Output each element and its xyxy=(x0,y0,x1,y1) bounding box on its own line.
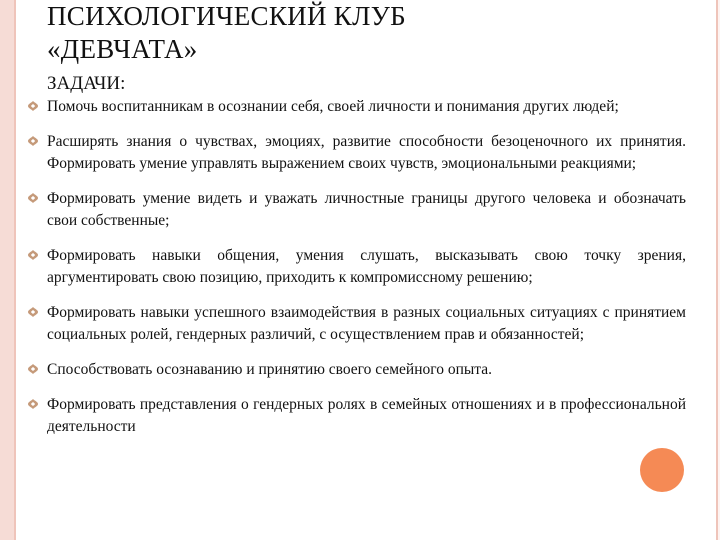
task-text-2: Расширять знания о чувствах, эмоциях, развитие способности безоценочного их принятия. Формировать умение управлять выражением своих чувств, эмоциональными реакциями; xyxy=(47,133,686,172)
task-item-5 xyxy=(26,302,686,346)
fleuron-bullet-icon xyxy=(27,249,39,261)
task-item-4 xyxy=(26,245,686,289)
fleuron-bullet-icon xyxy=(27,306,39,318)
task-item-7 xyxy=(26,394,686,438)
task-item-2 xyxy=(26,131,686,175)
orange-circle-decoration xyxy=(640,448,684,492)
task-item-6 xyxy=(26,359,686,381)
task-list xyxy=(26,96,686,438)
task-text-5: Формировать навыки успешного взаимодействия в разных социальных ситуациях с принятием социальных ролей, гендерных различий, с осуществлением прав и обязанностей; xyxy=(47,304,686,343)
task-text-3: Формировать умение видеть и уважать личностные границы другого человека и обозначать свои собственные; xyxy=(47,190,686,229)
left-border-line xyxy=(14,0,16,540)
fleuron-bullet-icon xyxy=(27,100,39,112)
right-border-line xyxy=(716,0,718,540)
task-text-6: Способствовать осознаванию и принятию своего семейного опыта. xyxy=(47,361,493,378)
fleuron-bullet-icon xyxy=(27,363,39,375)
left-border-stripe xyxy=(0,0,14,540)
task-text-4: Формировать навыки общения, умения слушать, высказывать свою точку зрения, аргументировать свою позицию, приходить к компромиссному решению; xyxy=(47,247,686,286)
task-text-1: Помочь воспитанникам в осознании себя, своей личности и понимания других людей; xyxy=(47,98,619,115)
task-item-1 xyxy=(26,96,686,118)
title-line-1: ПСИХОЛОГИЧЕСКИЙ КЛУБ xyxy=(47,1,406,31)
fleuron-bullet-icon xyxy=(27,192,39,204)
title-line-2: «ДЕВЧАТА» xyxy=(47,34,198,64)
task-text-7: Формировать представления о гендерных ролях в семейных отношениях и в профессиональной деятельности xyxy=(47,396,686,435)
fleuron-bullet-icon xyxy=(27,398,39,410)
slide-subtitle: ЗАДАЧИ: xyxy=(47,73,126,94)
slide-title xyxy=(47,0,607,66)
task-item-3 xyxy=(26,188,686,232)
fleuron-bullet-icon xyxy=(27,135,39,147)
